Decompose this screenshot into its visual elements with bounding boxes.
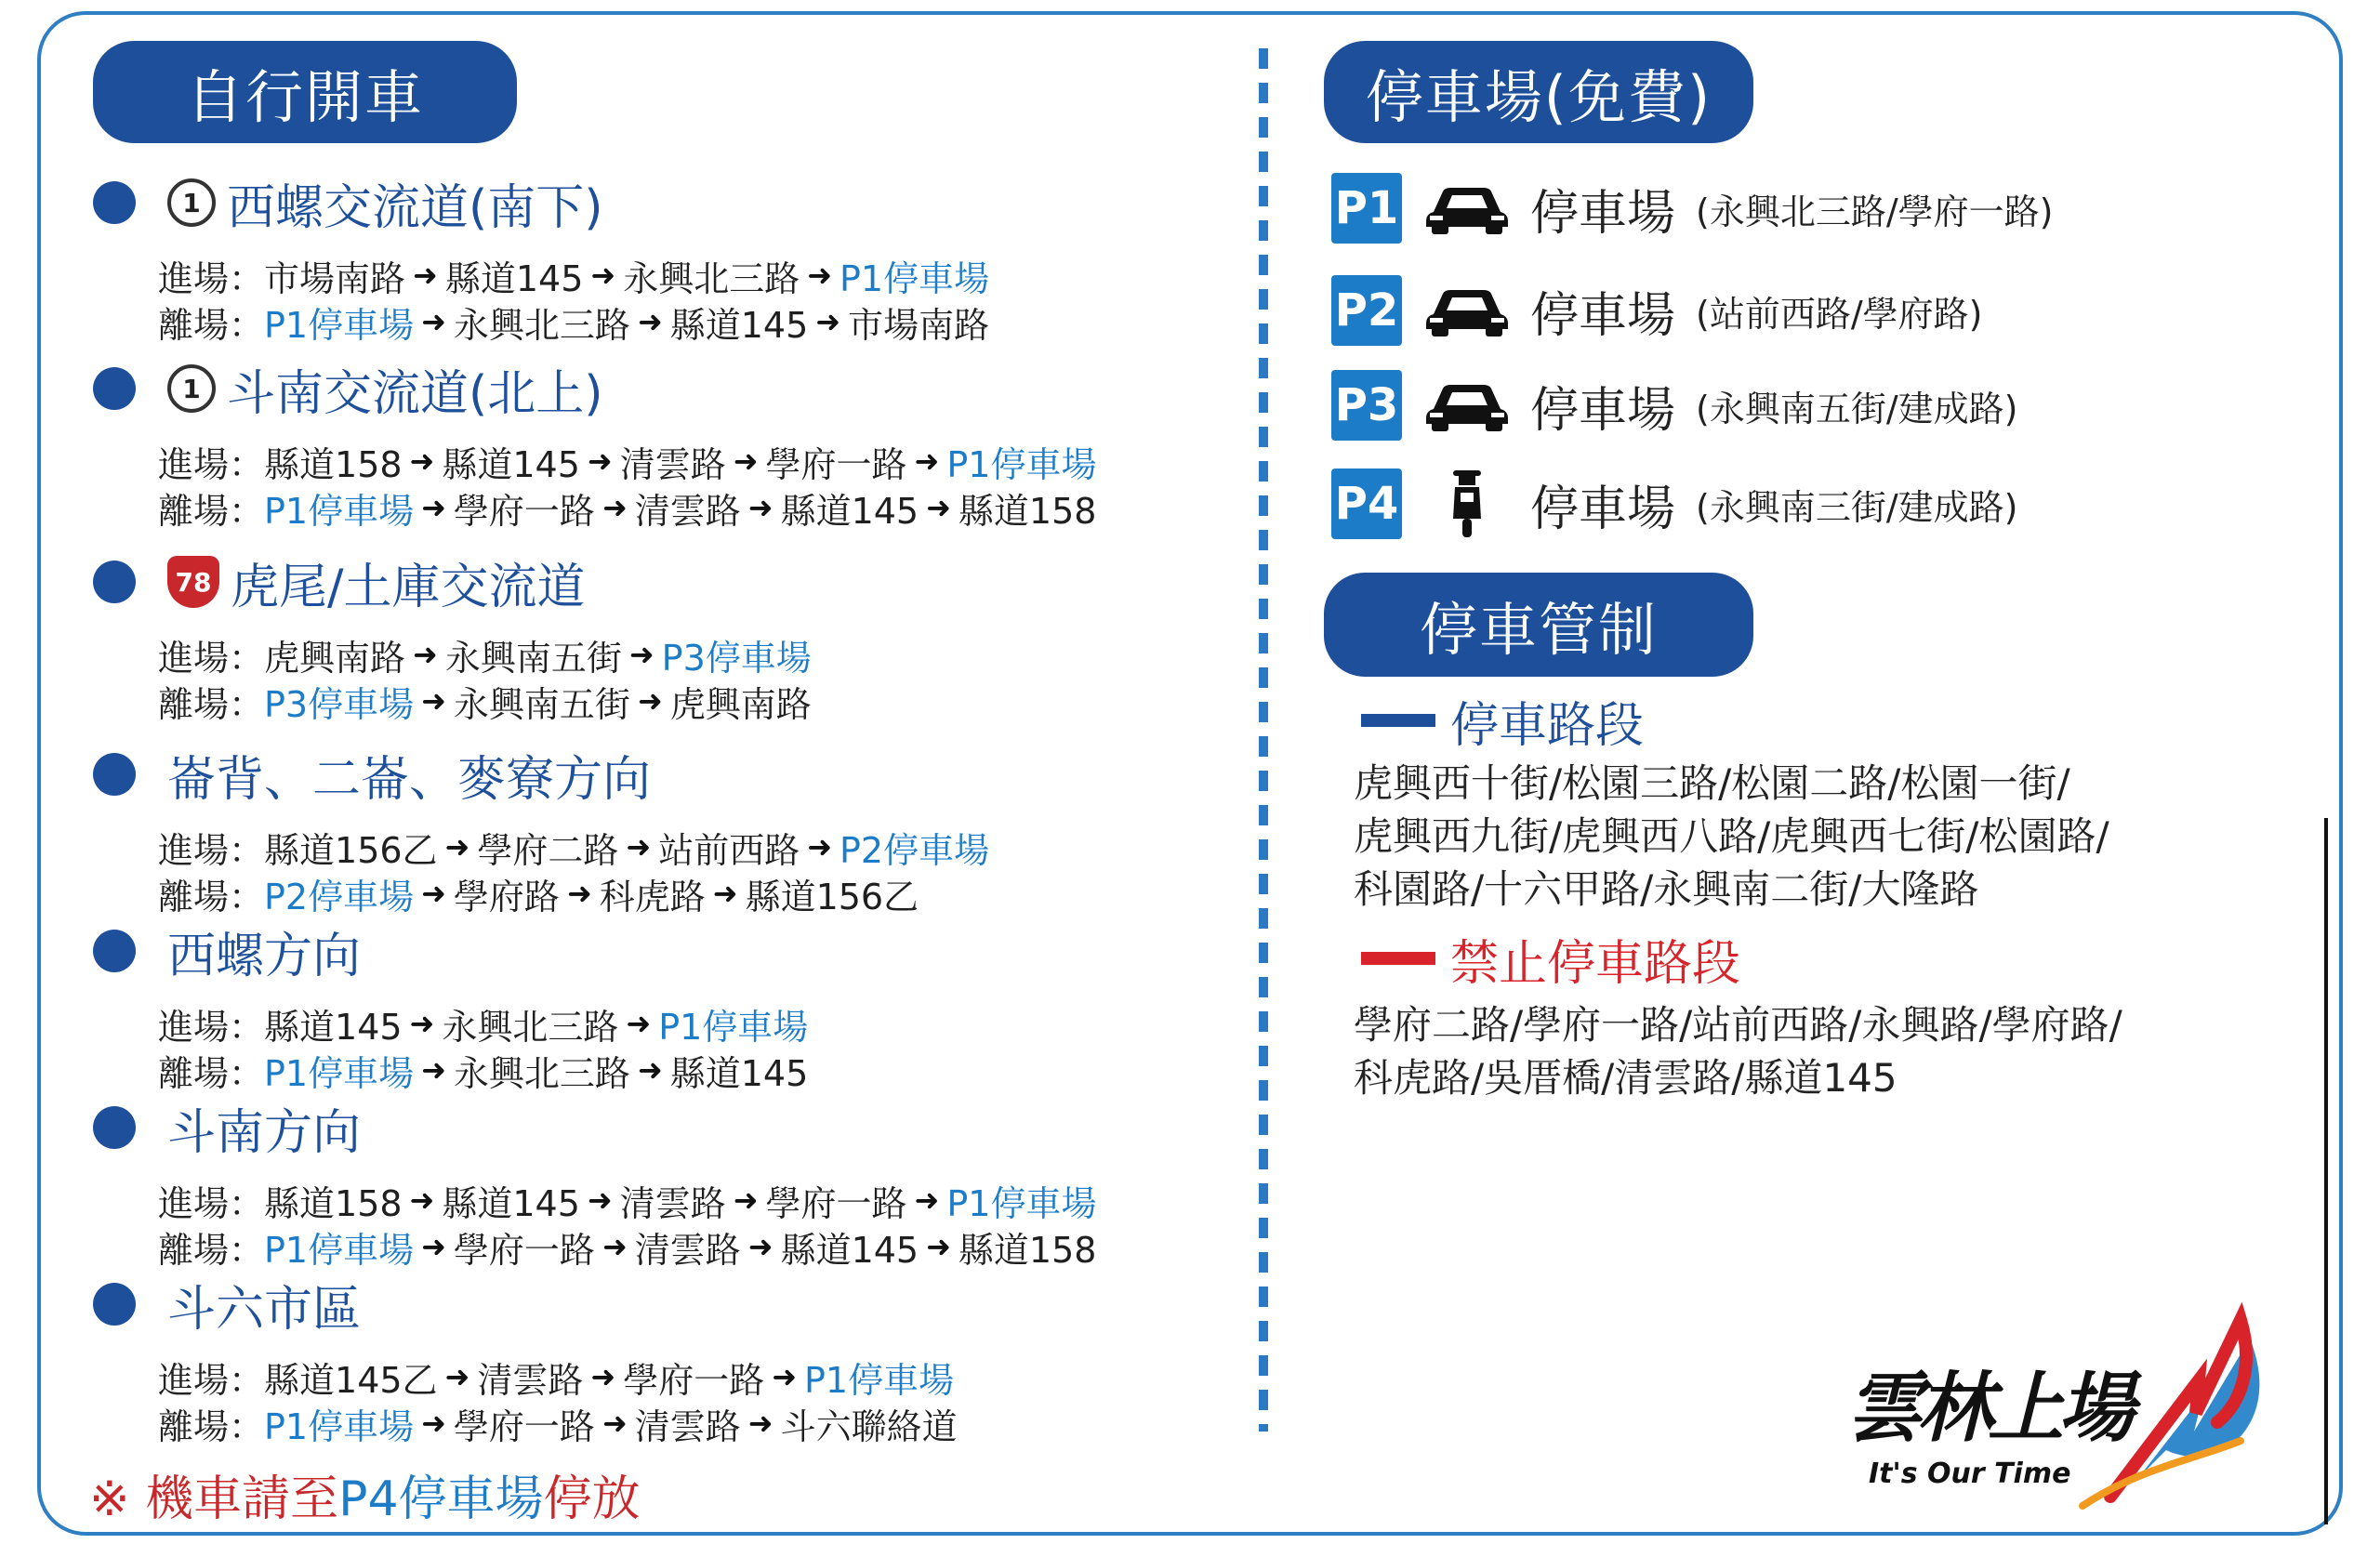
entry-route: [158, 254, 989, 297]
car-icon: [1422, 176, 1512, 241]
arrow-right-icon: ➜: [602, 1405, 628, 1441]
route-step: 虎興南路: [264, 637, 406, 679]
route-step: 縣道145: [442, 443, 580, 485]
allowed-legend-label: 停車路段: [1450, 697, 1645, 754]
route-section-title: [93, 1097, 362, 1161]
arrow-right-icon: ➜: [409, 1006, 435, 1041]
arrow-right-icon: ➜: [807, 257, 833, 293]
route-step: 學府一路: [453, 1405, 595, 1447]
arrow-right-icon: ➜: [815, 304, 841, 339]
entry-route: [158, 825, 990, 871]
route-step: 永興南五街: [453, 683, 630, 725]
bullet-icon: [93, 181, 136, 224]
arrow-right-icon: ➜: [421, 1229, 446, 1264]
route-step: P1停車場: [264, 1052, 415, 1094]
route-section-title-text: 西螺交流道(南下): [227, 179, 603, 236]
exit-route: [158, 1225, 1097, 1271]
route-step: P1停車場: [946, 1182, 1097, 1224]
bullet-icon: [93, 561, 136, 603]
arrow-right-icon: ➜: [566, 876, 592, 911]
scooter-note-prefix: ※ 機車請至: [89, 1471, 339, 1527]
bullet-icon: [93, 930, 136, 972]
allowed-roads-line: 科園路/十六甲路/永興南二街/大隆路: [1354, 866, 1979, 912]
route-step: 永興北三路: [453, 304, 630, 346]
parking-lot-tag: P1: [1331, 173, 1402, 244]
allowed-legend-bar: [1361, 714, 1435, 727]
route-section-title: [93, 172, 603, 236]
bullet-icon: [93, 367, 136, 410]
arrow-right-icon: ➜: [587, 1182, 613, 1218]
dotted-divider: [1259, 48, 1268, 1432]
entry-label: 進場：: [158, 1182, 265, 1224]
route-step: 清雲路: [634, 1405, 741, 1447]
route-step: 市場南路: [264, 257, 406, 299]
parking-lot-tag: P4: [1331, 468, 1402, 539]
route-section-title: [93, 744, 652, 808]
route-step: 學府一路: [453, 490, 595, 532]
route-step: 縣道145: [669, 304, 809, 346]
route-step: 縣道145: [780, 1229, 919, 1271]
arrow-right-icon: ➜: [409, 443, 435, 479]
arrow-right-icon: ➜: [926, 490, 951, 525]
scooter-note-suffix: 停放: [543, 1471, 641, 1527]
allowed-roads: [1354, 757, 2109, 916]
arrow-right-icon: ➜: [421, 1405, 446, 1441]
route-step: 學府一路: [765, 443, 907, 485]
exit-label: 離場：: [158, 490, 265, 532]
parking-lot-label: 停車場: [1530, 382, 1676, 439]
parking-lot-address: (永興南五街/建成路): [1696, 388, 2018, 429]
arrow-right-icon: ➜: [628, 637, 654, 672]
route-section-title-text: 斗南方向: [167, 1104, 362, 1161]
route-step: P1停車場: [840, 257, 990, 299]
car-icon: [1422, 278, 1512, 343]
parking-lot-row: [1331, 173, 2053, 244]
arrow-right-icon: ➜: [421, 1052, 446, 1088]
forbidden-roads-line: 科虎路/吳厝橋/清雲路/縣道145: [1354, 1055, 1897, 1101]
entry-label: 進場：: [158, 443, 265, 485]
route-step: 縣道145: [264, 1006, 403, 1048]
arrow-right-icon: ➜: [637, 1052, 663, 1088]
route-section-title-text: 崙背、二崙、麥寮方向: [167, 751, 652, 808]
route-step: 學府路: [453, 876, 560, 917]
parking-lot-row: [1331, 370, 2017, 441]
route-section-title-text: 虎尾/土庫交流道: [231, 559, 586, 615]
entry-label: 進場：: [158, 257, 265, 299]
forbidden-parking-legend: [1361, 928, 1741, 992]
route-step: 站前西路: [658, 829, 800, 871]
arrow-right-icon: ➜: [626, 1006, 652, 1041]
exit-route: [158, 872, 919, 915]
forbidden-roads-line: 學府二路/學府一路/站前西路/永興路/學府路/: [1354, 1002, 2122, 1048]
route-step: 縣道145: [669, 1052, 809, 1094]
driving-header: 自行開車: [93, 41, 517, 143]
entry-label: 進場：: [158, 1359, 265, 1401]
arrow-right-icon: ➜: [421, 683, 446, 719]
allowed-roads-line: 虎興西九街/虎興西八路/虎興西七街/松園路/: [1354, 813, 2109, 859]
route-step: P1停車場: [264, 490, 415, 532]
entry-route: [158, 1179, 1097, 1224]
route-section-title-text: 斗六市區: [167, 1281, 362, 1338]
arrow-right-icon: ➜: [409, 1182, 435, 1218]
entry-route: [158, 1355, 955, 1401]
forbidden-roads: [1354, 998, 2122, 1104]
route-section-title: [93, 551, 586, 613]
route-section-title: [93, 358, 603, 422]
route-step: 永興北三路: [623, 257, 800, 299]
arrow-right-icon: ➜: [637, 304, 663, 339]
route-step: 縣道158: [958, 1229, 1097, 1271]
scooter-icon: [1422, 471, 1512, 536]
arrow-right-icon: ➜: [444, 829, 470, 864]
route-step: P1停車場: [658, 1006, 809, 1048]
forbidden-legend-label: 禁止停車路段: [1450, 935, 1741, 992]
exit-route: [158, 1402, 958, 1445]
route-step: 永興北三路: [453, 1052, 630, 1094]
exit-label: 離場：: [158, 1405, 265, 1447]
arrow-right-icon: ➜: [747, 1405, 774, 1441]
parking-header: 停車場(免費): [1324, 41, 1753, 143]
route-step: 學府一路: [623, 1359, 765, 1401]
arrow-right-icon: ➜: [413, 257, 438, 293]
exit-label: 離場：: [158, 683, 265, 725]
arrow-right-icon: ➜: [626, 829, 652, 864]
parking-lot-row: [1331, 275, 1982, 346]
exit-label: 離場：: [158, 876, 265, 917]
route-section-title-text: 西螺方向: [167, 928, 362, 984]
arrow-right-icon: ➜: [637, 683, 663, 719]
logo-tagline: It's Our Time: [1869, 1458, 2071, 1490]
arrow-right-icon: ➜: [712, 876, 738, 911]
route-step: P2停車場: [840, 829, 990, 871]
forbidden-legend-bar: [1361, 952, 1435, 965]
entry-route: [158, 633, 812, 679]
route-step: P1停車場: [264, 304, 415, 346]
arrow-right-icon: ➜: [444, 1359, 470, 1394]
route-step: P3停車場: [661, 637, 812, 679]
entry-label: 進場：: [158, 1006, 265, 1048]
scooter-note-highlight: P4停車場: [338, 1471, 544, 1527]
parking-lot-label: 停車場: [1530, 185, 1676, 242]
route-step: 縣道145: [444, 257, 584, 299]
route-step: 永興北三路: [442, 1006, 619, 1048]
exit-route: [158, 680, 812, 725]
route-step: 縣道156乙: [745, 876, 919, 917]
bullet-icon: [93, 1106, 136, 1149]
arrow-right-icon: ➜: [421, 304, 446, 339]
exit-label: 離場：: [158, 1229, 265, 1271]
route-step: P1停車場: [264, 1229, 415, 1271]
arrow-right-icon: ➜: [733, 1182, 759, 1218]
exit-label: 離場：: [158, 1052, 265, 1094]
bullet-icon: [93, 1283, 136, 1326]
route-section-title-text: 斗南交流道(北上): [227, 365, 603, 422]
route-section-title: [93, 920, 361, 982]
car-icon: [1422, 373, 1512, 438]
parking-lot-row: [1331, 468, 2017, 539]
route-step: P2停車場: [264, 876, 415, 917]
route-step: 市場南路: [848, 304, 990, 346]
route-step: 清雲路: [634, 1229, 741, 1271]
freeway-badge-icon: 1: [167, 178, 216, 227]
arrow-right-icon: ➜: [421, 490, 446, 525]
parking-lot-label: 停車場: [1530, 287, 1676, 344]
allowed-parking-legend: [1361, 690, 1645, 754]
arrow-right-icon: ➜: [807, 829, 833, 864]
arrow-right-icon: ➜: [914, 1182, 940, 1218]
route-step: 永興南五街: [444, 637, 622, 679]
route-step: 縣道145: [442, 1182, 580, 1224]
parking-lot-label: 停車場: [1530, 481, 1676, 537]
yunlin-logo: [1831, 1283, 2268, 1515]
route-step: 科虎路: [599, 876, 706, 917]
arrow-right-icon: ➜: [421, 876, 446, 911]
parking-lot-tag: P2: [1331, 275, 1402, 346]
route-step: 清雲路: [634, 490, 741, 532]
route-step: P1停車場: [804, 1359, 955, 1401]
logo-text: 雲林上場: [1846, 1365, 2129, 1453]
arrow-right-icon: ➜: [590, 1359, 616, 1394]
route-step: P1停車場: [264, 1405, 415, 1447]
route-step: 學府二路: [477, 829, 619, 871]
parking-lot-tag: P3: [1331, 370, 1402, 441]
route-step: 清雲路: [619, 443, 726, 485]
parking-lot-address: (永興北三路/學府一路): [1696, 191, 2054, 232]
parking-lot-address: (站前西路/學府路): [1696, 293, 1983, 335]
route-step: 縣道156乙: [264, 829, 438, 871]
route-step: 縣道158: [958, 490, 1097, 532]
route-step: 縣道145乙: [264, 1359, 438, 1401]
route-step: 清雲路: [619, 1182, 726, 1224]
arrow-right-icon: ➜: [926, 1229, 951, 1264]
scooter-note: [89, 1459, 641, 1529]
arrow-right-icon: ➜: [914, 443, 940, 479]
arrow-right-icon: ➜: [590, 257, 616, 293]
freeway-badge-icon: 1: [167, 364, 216, 413]
allowed-roads-line: 虎興西十街/松園三路/松園二路/松園一街/: [1354, 760, 2070, 806]
route-step: 學府一路: [453, 1229, 595, 1271]
route-step: 縣道158: [264, 1182, 403, 1224]
route-section-title: [93, 1273, 362, 1338]
exit-label: 離場：: [158, 304, 265, 346]
expressway-badge-icon: 78: [167, 556, 219, 608]
arrow-right-icon: ➜: [602, 1229, 628, 1264]
route-step: 縣道158: [264, 443, 403, 485]
route-step: P1停車場: [946, 443, 1097, 485]
entry-label: 進場：: [158, 829, 265, 871]
arrow-right-icon: ➜: [747, 490, 774, 525]
exit-route: [158, 300, 990, 346]
entry-route: [158, 440, 1097, 485]
arrow-right-icon: ➜: [747, 1229, 774, 1264]
arrow-right-icon: ➜: [772, 1359, 798, 1394]
route-step: 斗六聯絡道: [780, 1405, 958, 1447]
route-step: 虎興南路: [669, 683, 812, 725]
parking-control-header: 停車管制: [1324, 573, 1753, 677]
route-step: 學府一路: [765, 1182, 907, 1224]
bullet-icon: [93, 753, 136, 796]
route-step: P3停車場: [264, 683, 415, 725]
arrow-right-icon: ➜: [413, 637, 438, 672]
route-step: 縣道145: [780, 490, 919, 532]
exit-route: [158, 486, 1097, 532]
route-step: 清雲路: [477, 1359, 584, 1401]
exit-route: [158, 1049, 809, 1094]
entry-route: [158, 1002, 809, 1048]
arrow-right-icon: ➜: [587, 443, 613, 479]
parking-lot-address: (永興南三街/建成路): [1696, 486, 2018, 528]
vertical-rule: [2324, 818, 2328, 1524]
arrow-right-icon: ➜: [733, 443, 759, 479]
arrow-right-icon: ➜: [602, 490, 628, 525]
entry-label: 進場：: [158, 637, 265, 679]
